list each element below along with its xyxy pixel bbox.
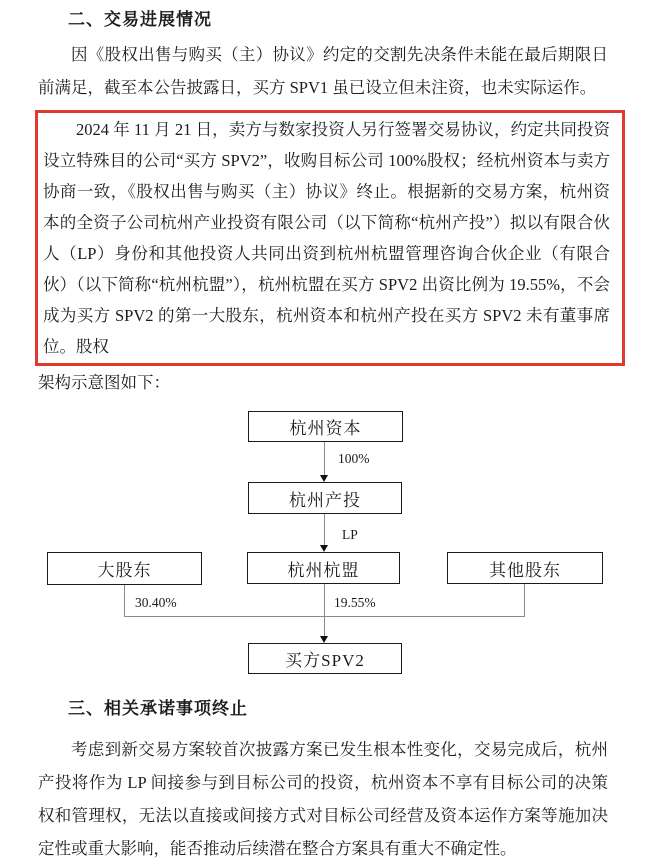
section3-heading: 三、相关承诺事项终止 bbox=[68, 699, 248, 718]
section2-highlighted-paragraph: 2024 年 11 月 21 日，卖方与数家投资人另行签署交易协议，约定共同投资设立特殊目的公司“买方 SPV2”，收购目标公司 100%股权；经杭州资本与卖方协商一致，《股权出售与购买（主）协议》终止。根据新的交易方案，杭州资本的全资子公司杭州产业投资有限公司（以下简称“杭州产投”）拟以有限合伙人（LP）身份和其他投资人共同出资到杭州杭盟管理咨询合伙企业（有限合伙）（以下简称“杭州杭盟”），杭州杭盟在买方 SPV2 出资比例为 19.55%，不会成为买方 SPV2 的第一大股东，杭州资本和杭州产投在买方 SPV2 未有董事席位。股权 bbox=[43, 120, 610, 356]
arrowhead-icon bbox=[320, 475, 328, 482]
connector-capital-chantou bbox=[324, 442, 325, 476]
connector-hangmeng-spv2 bbox=[324, 584, 325, 637]
edge-label-30-40pct: 30.40% bbox=[135, 595, 177, 610]
node-hangzhou-capital: 杭州资本 bbox=[248, 411, 403, 442]
connector-others-stub bbox=[524, 584, 525, 617]
connector-major-stub bbox=[124, 585, 125, 617]
node-hangzhou-chantou: 杭州产投 bbox=[248, 482, 402, 514]
section2-paragraph-1: 因《股权出售与购买（主）协议》约定的交割先决条件未能在最后期限日前满足，截至本公告披露日，买方 SPV1 虽已设立但未注资，也未实际运作。 bbox=[38, 45, 608, 97]
connector-chantou-hangmeng bbox=[324, 514, 325, 546]
section3-paragraph-1: 考虑到新交易方案较首次披露方案已发生根本性变化，交易完成后，杭州产投将作为 LP 间接参与到目标公司的投资，杭州资本不享有目标公司的决策权和管理权，无法以直接或间接方式对目标公司经营及资本运作方案等施加决定性或重大影响，能否推动后续潜在整合方案具有重大不确定性。 bbox=[38, 740, 608, 858]
node-other-shareholders: 其他股东 bbox=[447, 552, 603, 584]
edge-label-19-55pct: 19.55% bbox=[334, 595, 376, 610]
node-major-shareholder: 大股东 bbox=[47, 552, 202, 585]
section2-heading: 二、交易进展情况 bbox=[68, 10, 212, 29]
arrowhead-icon bbox=[320, 545, 328, 552]
equity-structure-diagram bbox=[0, 399, 646, 677]
edge-label-100pct: 100% bbox=[338, 451, 370, 466]
red-highlight-box bbox=[35, 110, 625, 366]
arrowhead-icon bbox=[320, 636, 328, 643]
edge-label-lp: LP bbox=[342, 527, 358, 542]
node-hangzhou-hangmeng: 杭州杭盟 bbox=[247, 552, 400, 584]
section2-paragraph-tail: 架构示意图如下： bbox=[38, 373, 170, 392]
node-buyer-spv2: 买方SPV2 bbox=[248, 643, 402, 674]
